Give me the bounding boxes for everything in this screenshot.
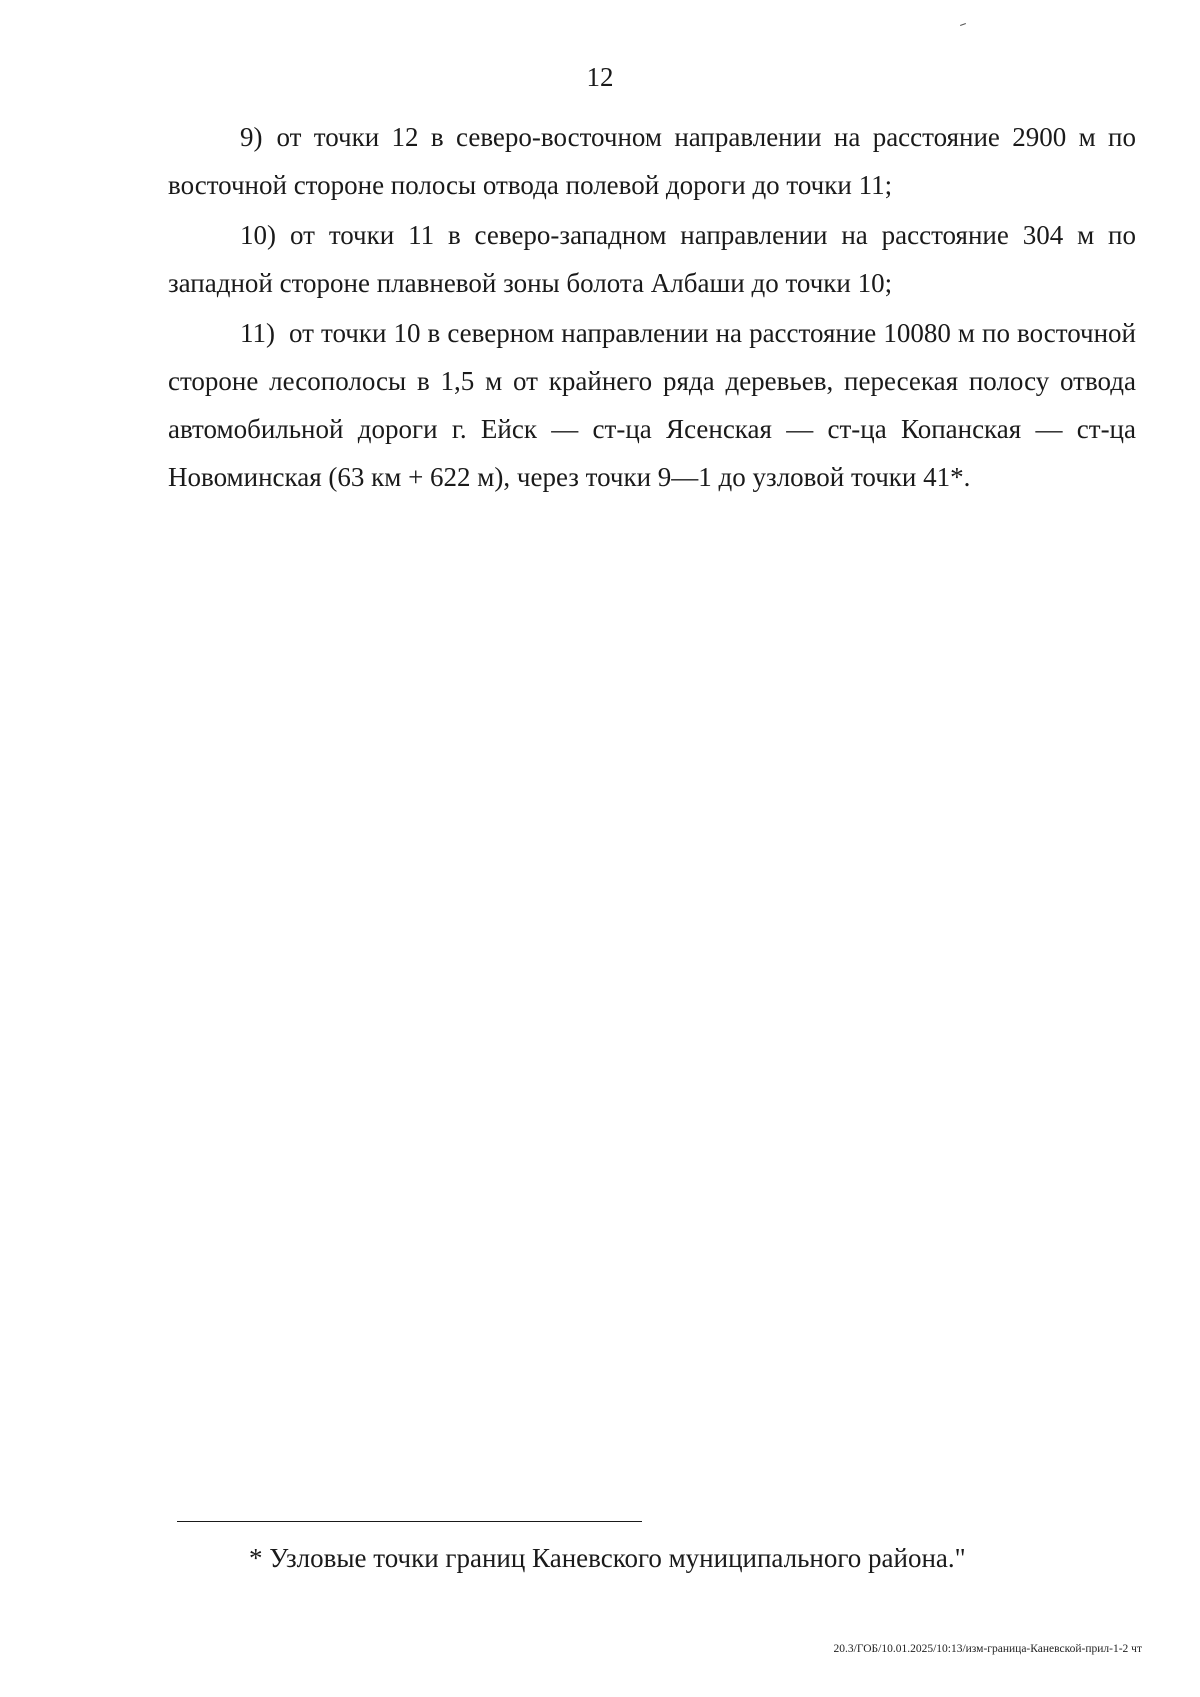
paragraph-11 xyxy=(168,309,1136,501)
paragraph-number: 10) xyxy=(240,220,276,250)
paragraph-text: от точки 12 в северо-восточном направлении на расстояние 2900 м по восточной стороне полосы отвода полевой дороги до точки 11; xyxy=(168,122,1136,200)
paragraph-10 xyxy=(168,211,1136,307)
footnote: * Узловые точки границ Каневского муниципального района." xyxy=(249,1543,966,1573)
paragraph-text: от точки 10 в северном направлении на расстояние 10080 м по восточной стороне лесополосы в 1,5 м от крайнего ряда деревьев, пересекая полосу отвода автомобильной дороги г. Ейск — ст-ца Ясенская — ст-ца Копанская — ст-ца Новоминская (63 км + 622 м), через точки 9—1 до узловой точки 41*. xyxy=(168,318,1136,492)
paragraph-number: 9) xyxy=(240,122,263,152)
paragraph-9 xyxy=(168,113,1136,209)
footnote-divider xyxy=(177,1521,642,1522)
paragraph-text: от точки 11 в северо-западном направлении на расстояние 304 м по западной стороне плавневой зоны болота Албаши до точки 10; xyxy=(168,220,1136,298)
scan-mark xyxy=(960,23,966,26)
paragraph-number: 11) xyxy=(240,318,275,348)
page-number: 12 xyxy=(586,62,614,92)
document-code: 20.3/ГОБ/10.01.2025/10:13/изм-граница-Каневской-прил-1-2 чт xyxy=(833,1643,1142,1655)
